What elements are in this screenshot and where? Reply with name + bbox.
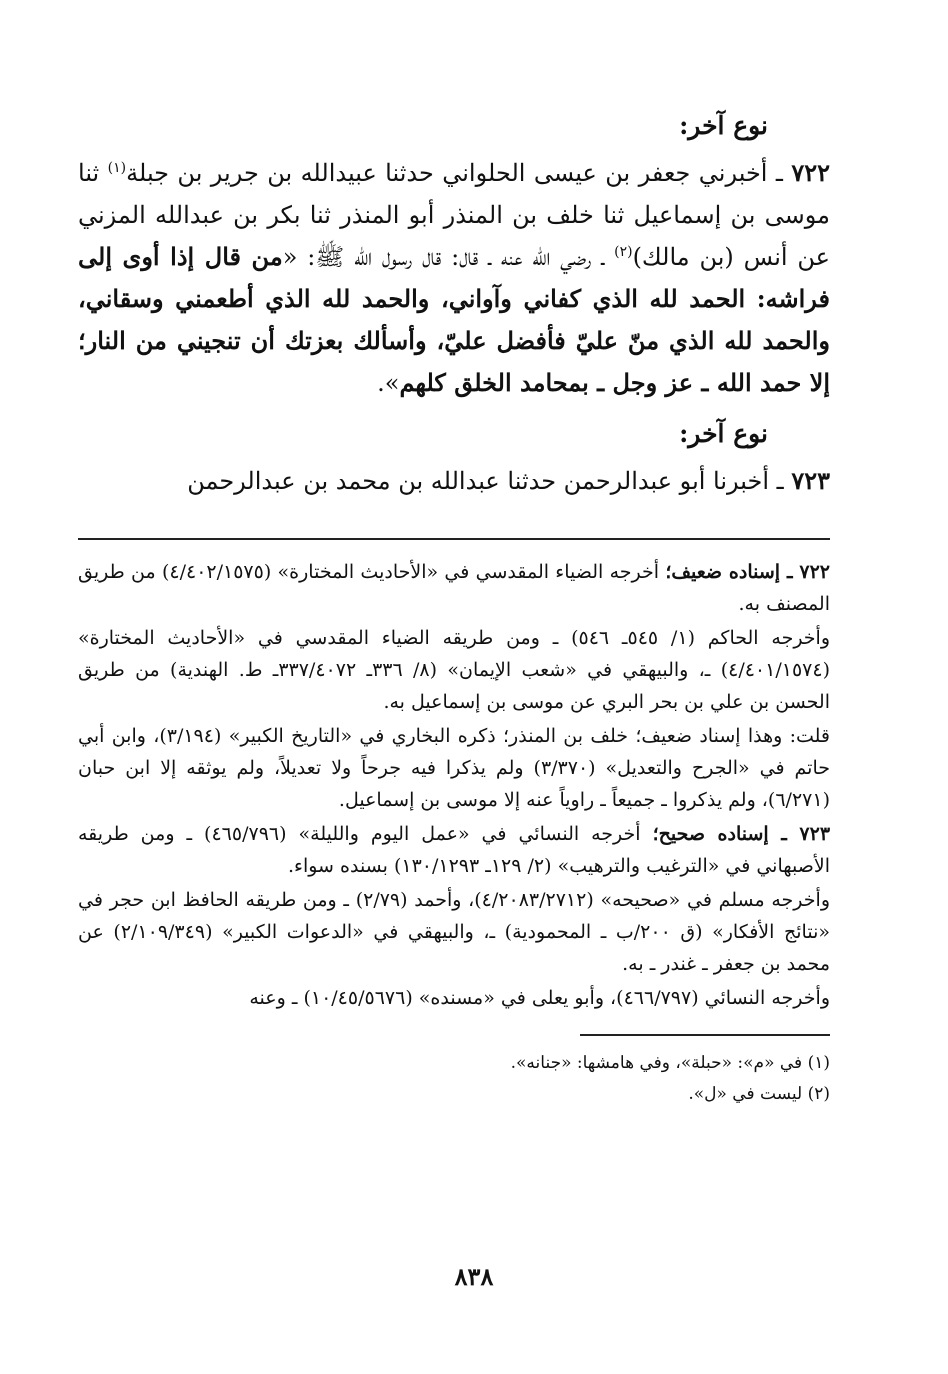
hadith-number: ٧٢٢ — [791, 158, 830, 187]
matn-text: من قال إذا أوى إلى فراشه: الحمد لله الذي كفاني وآواني، والحمد لله الذي أطعمني وسقاني، والحمد لله الذي منّ عليّ فأفضل عليّ، وأسألك بعزتك أن تنجيني من النار؛ إلا حمد الله ـ عز وجل ـ بمحامد الخلق كلهم — [78, 242, 830, 397]
footnote-divider — [580, 1034, 830, 1036]
note-paragraph: وأخرجه الحاكم (١/ ٥٤٥ـ ٥٤٦) ـ ومن طريقه الضياء المقدسي في «الأحاديث المختارة» (٤/٤٠١/١٥٧٤) ـ، والبيهقي في «شعب الإيمان» (٨/ ٣٣٦ـ ٣٣٧/٤٠٧٢ـ ط. الهندية) من طريق الحسن بن علي بن بحر البري عن موسى بن إسماعيل به. — [78, 627, 831, 713]
note-number-2: ٧٢٣ — [799, 823, 831, 845]
note-grade-2: ـ إسناده صحيح؛ — [652, 823, 800, 845]
isnad-text: ـ أخبرني جعفر بن عيسى الحلواني حدثنا عبيدالله بن جرير بن جبلة — [126, 159, 792, 187]
note-723 — [78, 818, 830, 882]
isnad-text-723: ـ أخبرنا أبو عبدالرحمن حدثنا عبدالله بن محمد بن عبدالرحمن — [187, 467, 792, 495]
hadith-number-2: ٧٢٣ — [791, 466, 830, 495]
note-grade: ـ إسناده ضعيف؛ — [665, 561, 800, 583]
footnote-2: (٢) ليست في «ل». — [688, 1084, 830, 1104]
notes-divider — [78, 538, 830, 540]
isnad-text-2: ثنا موسى بن إسماعيل ثنا خلف بن المنذر أبو المنذر ثنا بكر بن عبدالله المزني عن أنس (بن مالك) — [78, 159, 831, 271]
footnotes — [78, 1048, 830, 1110]
note-paragraph: وأخرجه مسلم في «صحيحه» (٤/٢٠٨٣/٢٧١٢)، وأحمد (٢/٧٩) ـ ومن طريقه الحافظ ابن حجر في «نتائج الأفكار» (ق ٢٠٠/ب ـ المحمودية) ـ، والبيهقي في «الدعوات الكبير» (٢/١٠٩/٣٤٩) عن محمد بن جعفر ـ غندر ـ به. — [78, 889, 830, 975]
note-text: أخرجه الضياء المقدسي في «الأحاديث المختارة» (٤/٤٠٢/١٥٧٥) من طريق المصنف به. — [78, 561, 830, 615]
page-number: ٨٣٨ — [454, 1262, 494, 1291]
page-body — [78, 96, 830, 1110]
hadith-723 — [78, 460, 830, 502]
footnote-ref-2: (٢) — [614, 244, 633, 260]
footnote-ref-1: (١) — [107, 160, 127, 176]
section-heading: نوع آخر: — [679, 111, 768, 140]
note-722 — [78, 556, 830, 620]
matn-end: ». — [377, 369, 400, 397]
note-paragraph: وأخرجه النسائي (٤٦٦/٧٩٧)، وأبو يعلى في «مسنده» (١٠/٤٥/٥٦٧٦) ـ وعنه — [249, 987, 830, 1009]
note-paragraph: قلت: وهذا إسناد ضعيف؛ خلف بن المنذر؛ ذكره البخاري في «التاريخ الكبير» (٣/١٩٤)، وابن أبي حاتم في «الجرح والتعديل» (٣/٣٧٠) ولم يذكرا فيه جرحاً ولا تعديلاً، ولم يوثقه إلا ابن حبان (٦/٢٧١)، ولم يذكروا ـ جميعاً ـ راوياً عنه إلا موسى بن إسماعيل. — [78, 725, 830, 811]
footnote-1: (١) في «م»: «حبلة»، وفي هامشها: «جنانه». — [510, 1053, 830, 1073]
hadith-722 — [78, 152, 830, 404]
note-text-2: أخرجه النسائي في «عمل اليوم والليلة» (٤٦٥/٧٩٦) ـ ومن طريقه الأصبهاني في «الترغيب والترهيب» (٢/ ١٢٩ـ ١٣٠/١٢٩٣) بسنده سواء. — [78, 823, 830, 877]
note-number: ٧٢٢ — [799, 561, 830, 583]
isnad-text-3: ـ رضي الله عنه ـ قال: قال رسول الله ﷺ: « — [282, 243, 615, 271]
takhrij-notes — [78, 556, 830, 1014]
section-heading-2: نوع آخر: — [679, 419, 768, 448]
